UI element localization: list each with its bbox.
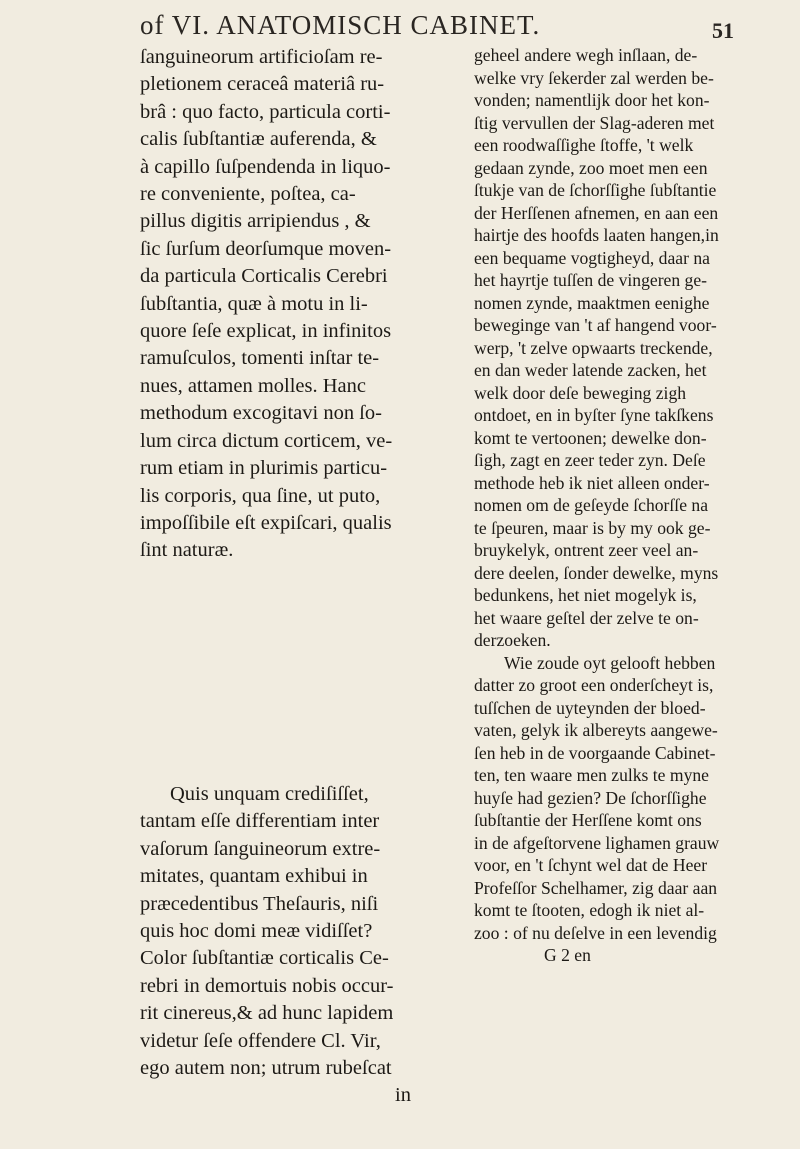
text-line: ontdoet, en in byſter ſyne takſkens xyxy=(474,405,714,425)
text-line: welke vry ſekerder zal werden be- xyxy=(474,67,714,88)
text-line: pletionem ceraceâ materiâ ru- xyxy=(140,73,385,96)
text-line: in xyxy=(395,1084,411,1107)
text-line: voor, en 't ſchynt wel dat de Heer xyxy=(474,855,708,875)
text-line: ſen heb in de voorgaande Cabinet- xyxy=(474,742,716,763)
text-line: præcedentibus Theſauris, niſi xyxy=(140,892,379,915)
text-line: zoo : of nu deſelve in een levendig xyxy=(474,922,717,943)
text-line: pillus digitis arripiendus , & xyxy=(140,210,371,233)
text-line: huyſe had gezien? De ſchorſſighe xyxy=(474,787,707,808)
text-line: methodum excogitavi non ſo- xyxy=(140,402,382,425)
running-title: of VI. ANATOMISCH CABINET. xyxy=(140,10,541,40)
latin-paragraph-2 xyxy=(140,781,462,1110)
text-line: ſubſtantie der Herſſene komt ons xyxy=(474,810,702,830)
text-line: te ſpeuren, maar is by my ook ge- xyxy=(474,517,711,538)
text-line: nomen om de geſeyde ſchorſſe na xyxy=(474,495,709,515)
text-line: vonden; namentlijk door het kon- xyxy=(474,90,710,110)
text-line: brâ : quo facto, particula corti- xyxy=(140,100,391,123)
text-line: calis ſubſtantiæ auferenda, & xyxy=(140,128,377,151)
text-line: re conveniente, poſtea, ca- xyxy=(140,183,356,206)
dutch-column xyxy=(474,44,776,967)
text-line: ſtukje van de ſchorſſighe ſubſtantie xyxy=(474,180,717,200)
text-line: een bequame vogtigheyd, daar na xyxy=(474,247,710,268)
text-line: komt te vertoonen; dewelke don- xyxy=(474,427,707,448)
text-line: welk door deſe beweging zigh xyxy=(474,382,687,403)
text-line: G 2 en xyxy=(544,945,591,965)
text-line: ſanguineorum artificioſam re- xyxy=(140,46,383,68)
text-line: vaſorum ſanguineorum extre- xyxy=(140,837,381,860)
text-line: der Herſſenen afnemen, en aan een xyxy=(474,202,719,223)
text-line: rit cinereus,& ad hunc lapidem xyxy=(140,1002,394,1025)
text-line: bruykelyk, ontrent zeer veel an- xyxy=(474,540,699,560)
running-header xyxy=(0,6,800,46)
text-line: en dan weder latende zacken, het xyxy=(474,360,707,380)
text-line: dere deelen, ſonder dewelke, myns xyxy=(474,562,719,583)
text-line: ſtig vervullen der Slag-aderen met xyxy=(474,112,715,133)
text-line: impoſſibile eſt expiſcari, qualis xyxy=(140,511,392,534)
text-line: à capillo ſuſpendenda in liquo- xyxy=(140,155,391,178)
text-line: bedunkens, het niet mogelyk is, xyxy=(474,585,697,605)
text-line: beweginge van 't af hangend voor- xyxy=(474,315,717,335)
text-line: da particula Corticalis Cerebri xyxy=(140,265,388,288)
text-line: Wie zoude oyt gelooft hebben xyxy=(504,652,716,673)
text-line: Color ſubſtantiæ corticalis Ce- xyxy=(140,947,389,970)
text-line: methode heb ik niet alleen onder- xyxy=(474,472,710,493)
text-line: een roodwaſſighe ſtoffe, 't welk xyxy=(474,135,694,155)
text-line: in de afgeſtorvene lighamen grauw xyxy=(474,832,720,853)
text-line: derzoeken. xyxy=(474,630,551,650)
text-line: rum etiam in plurimis particu- xyxy=(140,457,388,480)
text-line: datter zo groot een onderſcheyt is, xyxy=(474,675,714,695)
text-line: tantam eſſe differentiam inter xyxy=(140,810,380,833)
text-line: quore ſeſe explicat, in infinitos xyxy=(140,320,392,343)
text-line: komt te ſtooten, edogh ik niet al- xyxy=(474,900,705,920)
text-line: ſint naturæ. xyxy=(140,539,234,562)
text-line: quis hoc domi meæ vidiſſet? xyxy=(140,920,373,943)
text-line: het hayrtje tuſſen de vingeren ge- xyxy=(474,270,708,290)
text-line: ſic ſurſum deorſumque moven- xyxy=(140,237,392,260)
text-line: hairtje des hoofds laaten hangen,in xyxy=(474,225,719,245)
text-line: nomen zynde, maaktmen eenighe xyxy=(474,292,710,313)
text-line: lum circa dictum corticem, ve- xyxy=(140,429,393,452)
text-line: ramuſculos, tomenti inſtar te- xyxy=(140,347,380,370)
latin-paragraph-1 xyxy=(140,44,462,565)
text-line: nues, attamen molles. Hanc xyxy=(140,374,367,397)
text-line: videtur ſeſe offendere Cl. Vir, xyxy=(140,1029,381,1052)
text-line: ego autem non; utrum rubeſcat xyxy=(140,1057,392,1080)
text-line: rebri in demortuis nobis occur- xyxy=(140,974,394,997)
text-line: ten, ten waare men zulks te myne xyxy=(474,765,709,785)
text-line: gedaan zynde, zoo moet men een xyxy=(474,157,708,178)
text-line: het waare geſtel der zelve te on- xyxy=(474,607,699,628)
text-line: vaten, gelyk ik albereyts aangewe- xyxy=(474,720,718,740)
text-line: Quis unquam crediſiſſet, xyxy=(170,783,369,805)
text-line: lis corporis, qua ſine, ut puto, xyxy=(140,484,381,507)
text-line: geheel andere wegh inſlaan, de- xyxy=(474,45,698,65)
page-number: 51 xyxy=(712,18,734,43)
text-line: ſigh, zagt en zeer teder zyn. Deſe xyxy=(474,450,706,470)
text-line: werp, 't zelve opwaarts treckende, xyxy=(474,337,713,358)
text-line: tuſſchen de uyteynden der bloed- xyxy=(474,697,706,718)
text-line: mitates, quantam exhibui in xyxy=(140,865,368,888)
text-line: ſubſtantia, quæ à motu in li- xyxy=(140,292,368,315)
text-line: Profeſſor Schelhamer, zig daar aan xyxy=(474,877,718,898)
